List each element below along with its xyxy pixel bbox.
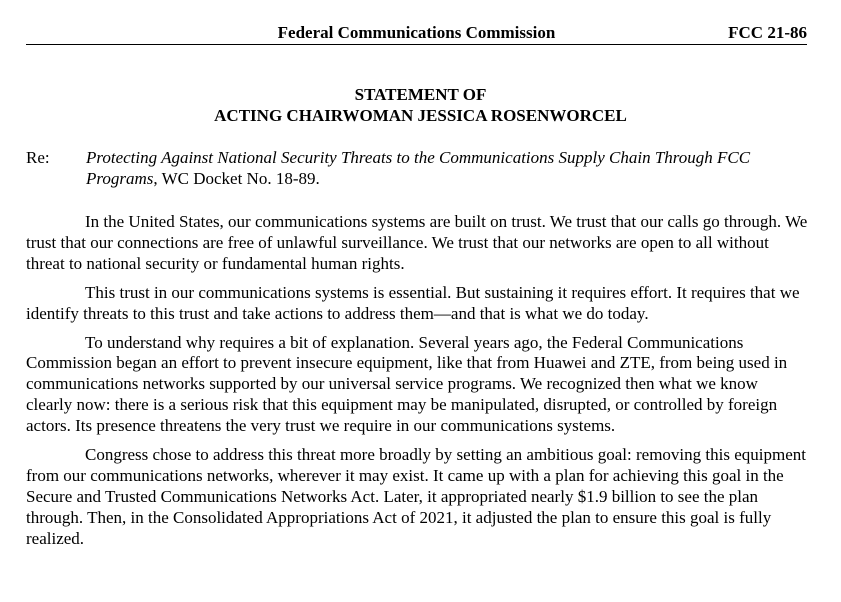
header-document-number: FCC 21-86 bbox=[728, 23, 807, 42]
statement-title bbox=[0, 84, 841, 126]
re-docket: , WC Docket No. 18-89. bbox=[153, 168, 320, 188]
re-label: Re: bbox=[26, 148, 50, 167]
body-paragraph: To understand why requires a bit of explanation. Several years ago, the Federal Communications Commission began an effort to prevent insecure equipment, like that from Huawei and ZTE, from being used in communications networks supported by our universal service programs. We recognized then what we know clearly now: there is a serious risk that this equipment may be manipulated, disrupted, or controlled by foreign actors. Its presence threatens the very trust we require in our communications systems. bbox=[26, 332, 788, 436]
header-agency-name: Federal Communications Commission bbox=[277, 23, 556, 42]
statement-body bbox=[26, 212, 808, 558]
re-subject-title: Protecting Against National Security Threats to the Communications Supply Chain Through FCC Programs bbox=[86, 148, 751, 188]
page-header bbox=[26, 22, 807, 45]
body-paragraph: This trust in our communications systems is essential. But sustaining it requires effort. It requires that we identify threats to this trust and take actions to address them—and that is what we do today. bbox=[26, 282, 800, 323]
statement-title-line-2: ACTING CHAIRWOMAN JESSICA ROSENWORCEL bbox=[214, 106, 627, 125]
re-subject bbox=[86, 148, 814, 189]
body-paragraph: Congress chose to address this threat more broadly by setting an ambitious goal: removing this equipment from our communications networks, wherever it may exist. It came up with a plan for achieving this goal in the Secure and Trusted Communications Networks Act. Later, it appropriated nearly $1.9 billion to see the plan through. Then, in the Consolidated Appropriations Act of 2021, it adjusted the plan to ensure this goal is fully realized. bbox=[26, 445, 806, 548]
body-paragraph: In the United States, our communications systems are built on trust. We trust that our calls go through. We trust that our connections are free of unlawful surveillance. We trust that our networks are open to all without threat to national security or fundamental human rights. bbox=[26, 212, 808, 273]
statement-title-line-1: STATEMENT OF bbox=[354, 85, 487, 104]
